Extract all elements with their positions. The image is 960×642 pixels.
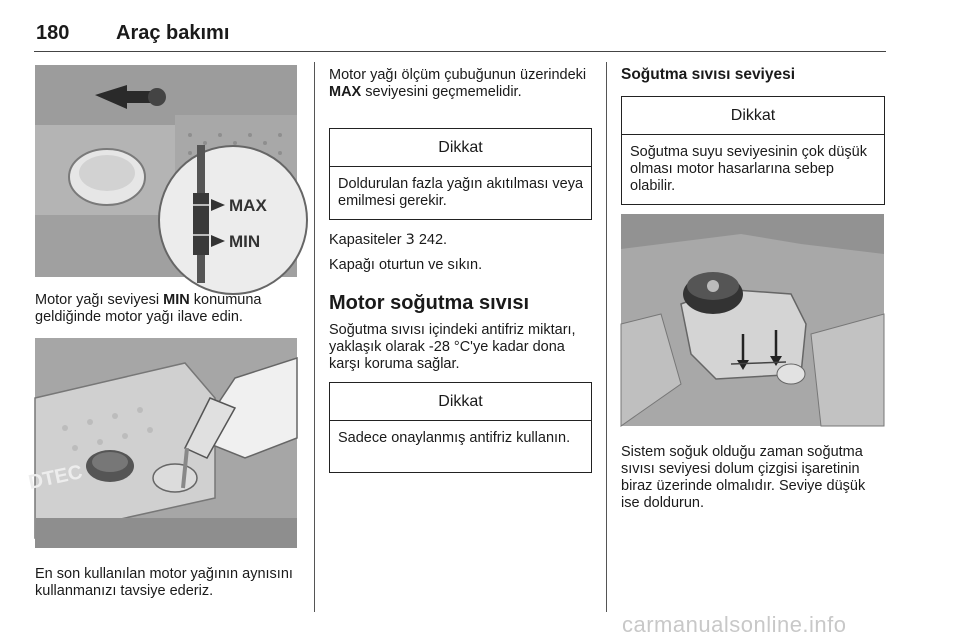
- max-level-paragraph: Motor yağı ölçüm çubuğunun üzerindeki MAX seviyesini geçmemelidir.: [329, 67, 587, 100]
- notice-body: Sadece onaylanmış antifriz kullanın.: [338, 430, 571, 446]
- notice-box-antifreeze: [329, 382, 592, 473]
- antifreeze-paragraph: Soğutma sıvısı içindeki antifriz miktarı, yaklaşık olarak -28 °C'ye kadar dona karşı koruma sağlar.: [329, 322, 576, 372]
- max-label: MAX: [229, 196, 267, 215]
- close-cap-instruction: Kapağı oturtun ve sıkın.: [329, 257, 483, 273]
- caption-same-oil: En son kullanılan motor yağının aynısını kullanmanızı tavsiye ederiz.: [35, 566, 293, 599]
- column-divider: [606, 62, 607, 612]
- notice-box-low-coolant: [621, 96, 885, 205]
- header-rule: [34, 51, 886, 52]
- subheading-coolant-level: Soğutma sıvısı seviyesi: [621, 66, 796, 83]
- notice-heading: Dikkat: [330, 129, 591, 167]
- notice-body: Doldurulan fazla yağın akıtılması veya emilmesi gerekir.: [338, 176, 584, 209]
- notice-heading: Dikkat: [622, 97, 884, 135]
- notice-heading: Dikkat: [330, 383, 591, 421]
- column-divider: [314, 62, 315, 612]
- page-number: 180: [36, 22, 70, 44]
- coolant-level-caption: Sistem soğuk olduğu zaman soğutma sıvısı seviyesi dolum çizgisi işaretinin biraz üzerinde olmalıdır. Seviye düşük ise doldurun.: [621, 444, 866, 511]
- capacities-reference: Kapasiteler 3 242.: [329, 232, 448, 248]
- min-bold: MIN: [163, 292, 190, 308]
- page-title: Araç bakımı: [116, 22, 230, 44]
- notice-box-excess-oil: [329, 128, 592, 220]
- magnifier-circle: [159, 146, 307, 294]
- max-bold: MAX: [329, 84, 362, 100]
- section-heading-coolant: Motor soğutma sıvısı: [329, 292, 530, 314]
- oil-filling-figure: [26, 338, 297, 548]
- oil-pouring-illustration: [26, 338, 297, 548]
- notice-body: Soğutma suyu seviyesinin çok düşük olması motor hasarlarına sebep olabilir.: [630, 144, 867, 194]
- engine-dipstick-illustration: [35, 65, 297, 277]
- watermark: carmanualsonline.info: [622, 612, 847, 637]
- caption-min-level: Motor yağı seviyesi MIN konumuna geldiğinde motor yağı ilave edin.: [35, 292, 262, 325]
- coolant-reservoir-illustration: [621, 214, 884, 426]
- min-label: MIN: [229, 232, 261, 251]
- dipstick-figure: [35, 65, 297, 277]
- dtec-label: DTEC: [26, 461, 85, 494]
- coolant-reservoir-figure: [621, 214, 884, 426]
- page-reference-icon: 3: [405, 232, 415, 248]
